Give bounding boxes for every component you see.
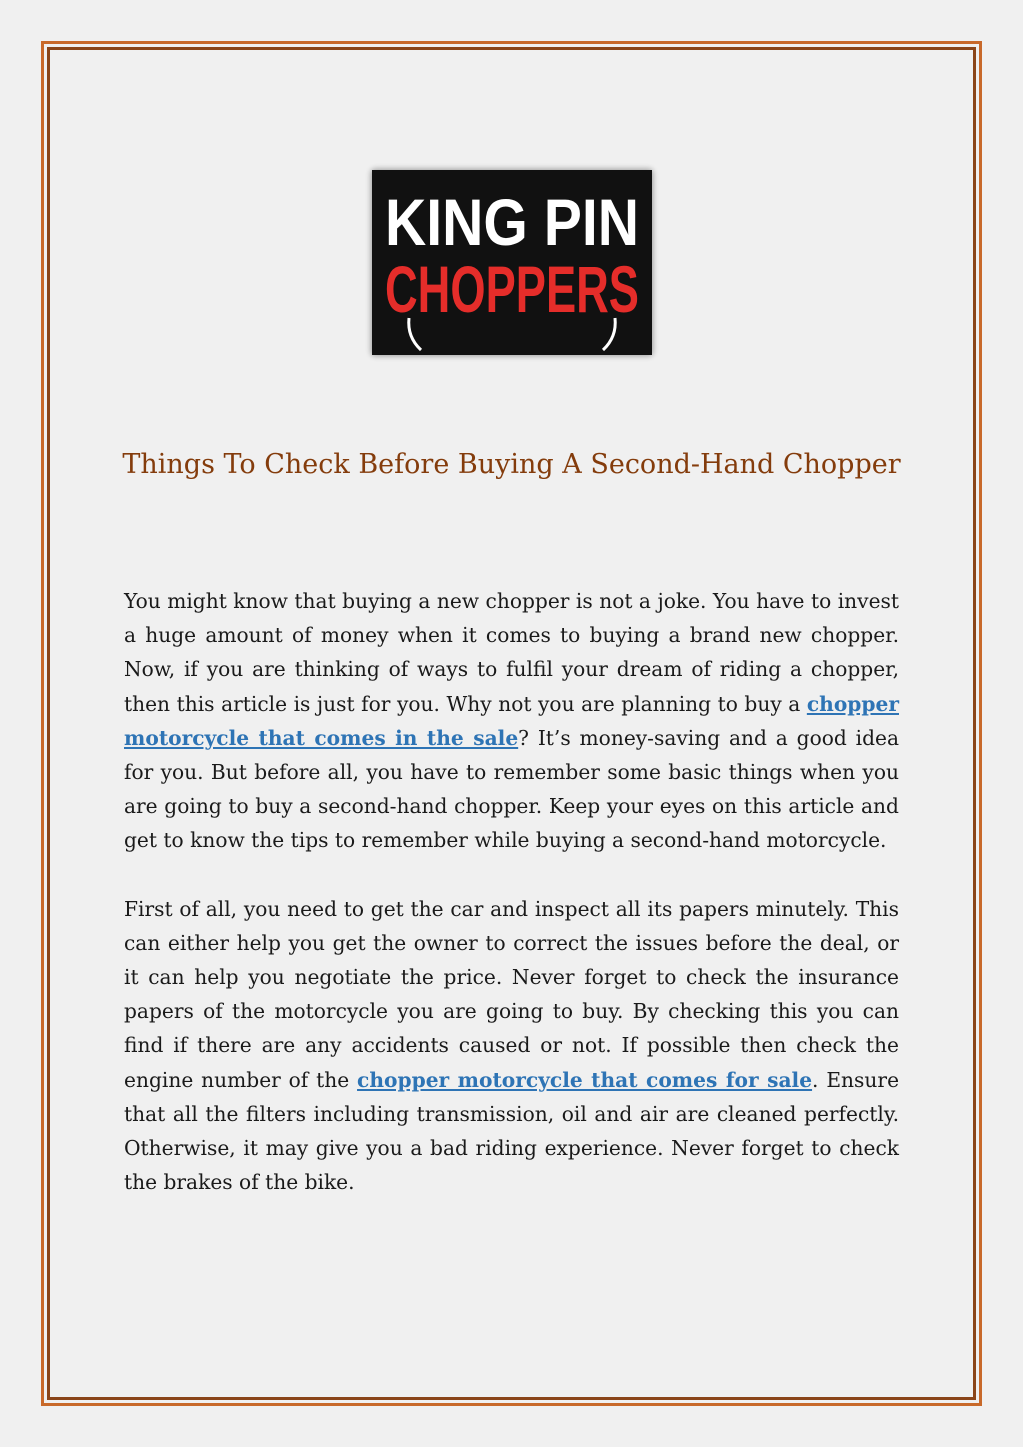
logo-line-choppers: CHOPPERS bbox=[385, 252, 639, 326]
chopper-for-sale-link[interactable]: chopper motorcycle that comes for sale bbox=[357, 1067, 813, 1092]
king-pin-choppers-logo bbox=[367, 165, 657, 360]
paragraph-intro-text-end: ? It’s money-saving and a good idea for you. But before all, you have to remember some basic things when you are going to buy a second-hand chopper. Keep your eyes on this article and get to know the tips to remember while buying a second-hand motorcycle. bbox=[124, 725, 899, 853]
paragraph-inspection bbox=[124, 892, 899, 1200]
logo-line-king-pin: KING PIN bbox=[385, 185, 639, 259]
paragraph-intro bbox=[124, 584, 899, 858]
paragraph-intro-text-start: You might know that buying a new chopper is not a joke. You have to invest a huge amount of money when it comes to buying a brand new chopper. Now, if you are thinking of ways to fulfil your dream of riding a chopper, then this article is just for you. Why not you are planning to buy a bbox=[124, 589, 899, 716]
article-body bbox=[124, 584, 899, 1199]
article-title: Things To Check Before Buying A Second-Hand Chopper bbox=[122, 449, 901, 480]
paragraph-inspection-text-start: First of all, you need to get the car and inspect all its papers minutely. This can either help you get the owner to correct the issues before the deal, or it can help you negotiate the price. Never forget to check the insurance papers of the motorcycle you are going to buy. By checking this you can find if there are any accidents caused or not. If possible then check the engine number of the bbox=[124, 896, 899, 1092]
chopper-sale-link[interactable]: chopper motorcycle that comes in the sale bbox=[124, 691, 899, 750]
logo-graphic bbox=[367, 165, 657, 360]
paragraph-inspection-text-end: . Ensure that all the filters including transmission, oil and air are cleaned perfectly. Otherwise, it may give you a bad riding experience. Never forget to check the brakes of the bike. bbox=[124, 1067, 900, 1195]
